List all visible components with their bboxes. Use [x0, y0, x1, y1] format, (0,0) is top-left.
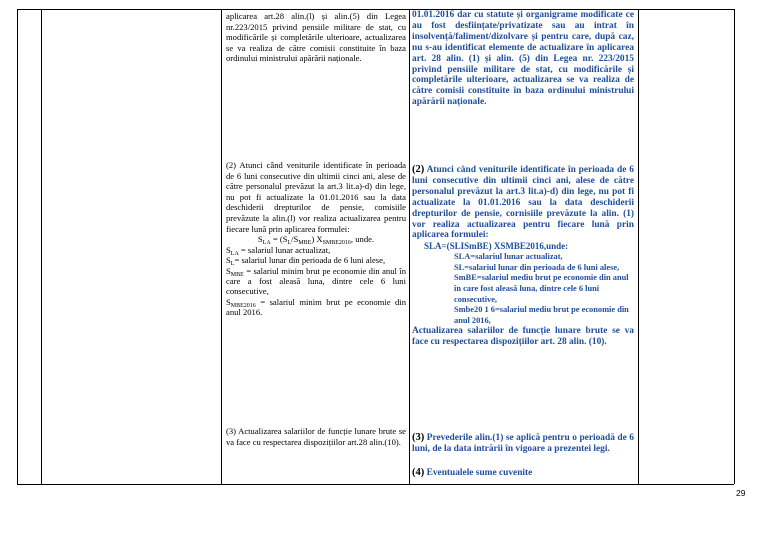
table-divider-3: [409, 9, 410, 484]
definition-item: $S_L=$ salariul lunar din perioada de 6 luni alese,: [226, 255, 386, 268]
amendment-paragraph-4: (4) Eventualele sume cuvenite: [412, 467, 533, 478]
amendment-formula-definitions: [412, 252, 634, 326]
table-divider-2: [221, 9, 222, 484]
amendment-paragraph-1: 01.01.2016 dar cu statute și organigrame modificate ce au fost desființate/privatizate sau au intrat în insolvență/faliment/dizolvare și pentru care, după caz, nu s-au identificat elemente de actualizare în aplicarea art. 28 alin. (1) și alin. (5) din Legea nr. 223/2015 privind pensiile militare de stat, cu modificările și completările ulterioare, actualizarea se va realiza de către comisii constituite în baza ordinului ministrului apărării naționale.: [412, 10, 634, 108]
definition-item: SL=salariul lunar din perioada de 6 luni alese,: [454, 262, 620, 272]
law-text-paragraph-1: aplicarea art.28 alin.(l) și alin.(5) din Legea nr.223/2015 privind pensiile militare de stat, cu modificările și completările ulterioare, actualizarea se va realiza de către comisii constituite în baza ordinului ministrului apărării naționale.: [226, 11, 406, 64]
table-divider-4: [638, 9, 639, 484]
amendment-salary-update-note: Actualizarea salariilor de funcție lunare brute se va face cu respectarea dispozițiilor art. 28 alin. (10).: [412, 326, 634, 348]
law-formula: $S_{LA} = (S_L/S_{MBE})$ $X_{SMBE2016}$, unde.: [257, 234, 375, 247]
amendment-paragraph-3: (3) Prevederile alin.(1) se aplică pentru o perioadă de 6 luni, de la data intrării în vigoare a prezentei legi.: [412, 432, 634, 454]
definition-item: SmBE=salariul mediu brut pe economie din anul în care fost aleasă luna, dintre cele 6 luni consecutive,: [454, 273, 629, 304]
page-number: 29: [736, 488, 746, 498]
law-text-paragraph-2-body: (2) Atunci când veniturile identificate în perioada de 6 luni consecutive din ultimii cinci ani, alese de către personalul prevăzut la art.3 lit.a)-d) din lege, nu pot fi actualizate la 01.01.2016 sau la data deschiderii drepturilor de pensie, comisiile prevăzute la alin.(l) vor realiza actualizarea pentru fiecare lună prin aplicarea formulei:: [226, 160, 406, 234]
table-border-left: [17, 9, 18, 484]
law-formula-definitions: [226, 245, 406, 318]
table-divider-1: [41, 9, 42, 484]
definition-item: $S_{MBE}$ = salariul minim brut pe economie din anul în care a fost aleasă luna, dintre cele 6 luni consecutive,: [226, 265, 406, 297]
amendment-formula: SLA=(SLISmBE) XSMBE2016,unde:: [424, 241, 569, 252]
definition-item: $S_{LA}$ = salariul lunar actualizat,: [226, 244, 331, 257]
amendment-paragraph-2: [412, 165, 634, 348]
definition-item: $S_{MBE2016}$ = salariul minim brut pe economie din anul 2016.: [226, 296, 406, 318]
law-text-paragraph-2: [226, 160, 406, 318]
amendment-paragraph-2-body: (2) Atunci când veniturile identificate în perioada de 6 luni consecutive din ultimii cinci ani, alese de către personalul prevăzut la art.3 lit.a)-d) din lege, nu pot fi actualizate la 01.01.2016 sau la data deschiderii drepturilor de pensie, cornisiile prevăzute la alin. (1) vor realiza actualizarea pentru fiecare lună prin aplicarea formulei:: [412, 164, 634, 241]
table-border-bottom: [17, 484, 734, 485]
law-text-paragraph-3: (3) Actualizarea salariilor de funcție lunare brute se va face cu respectarea dispozițiilor art.28 alin.(10).: [226, 426, 406, 447]
definition-item: SLA=salariul lunar actualizat,: [454, 252, 563, 262]
table-border-right: [734, 9, 735, 484]
definition-item: Smbe20 1 6=salariul mediu brut pe economie din anul 2016,: [454, 305, 629, 325]
